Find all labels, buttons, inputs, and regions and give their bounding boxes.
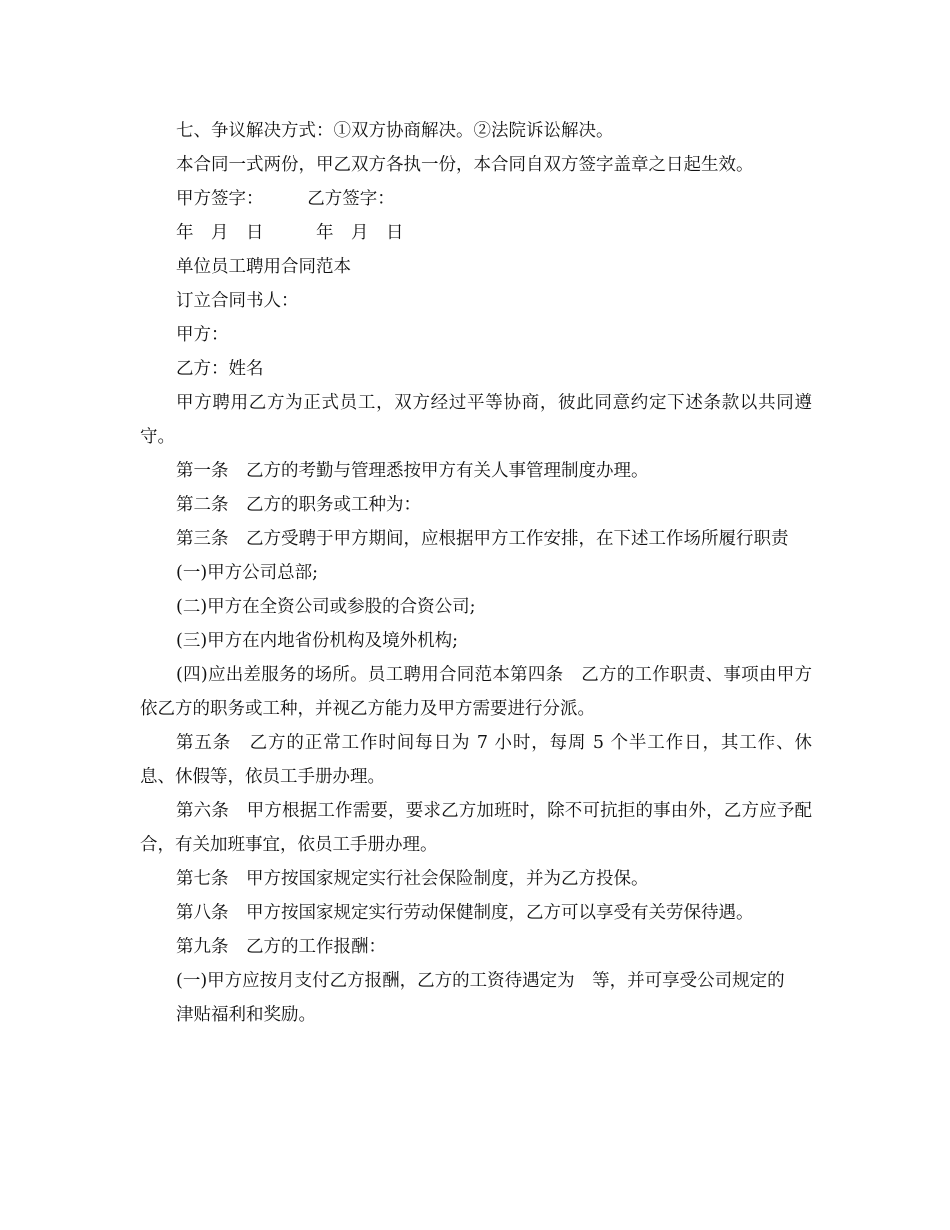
article-6: 第六条 甲方根据工作需要，要求乙方加班时，除不可抗拒的事由外，乙方应予配合，有关加班事宜，依员工手册办理。 [140, 801, 812, 855]
article-2: 第二条 乙方的职务或工种为： [176, 495, 421, 515]
document-body [140, 114, 812, 1032]
party-b-label: 乙方：姓名 [176, 359, 264, 379]
article-3-item-4-and-article-4: (四)应出差服务的场所。员工聘用合同范本第四条 乙方的工作职责、事项由甲方依乙方的职务或工种，并视乙方能力及甲方需要进行分派。 [140, 665, 812, 719]
article-9: 第九条 乙方的工作报酬： [176, 937, 386, 957]
party-a-label: 甲方： [176, 325, 229, 345]
article-9-item-1: (一)甲方应按月支付乙方报酬，乙方的工资待遇定为 等，并可享受公司规定的 [176, 971, 785, 991]
contracting-parties-label: 订立合同书人： [176, 291, 299, 311]
article-3-item-3: (三)甲方在内地省份机构及境外机构; [176, 631, 459, 651]
signature-line: 甲方签字： 乙方签字： [176, 189, 395, 209]
article-8: 第八条 甲方按国家规定实行劳动保健制度，乙方可以享受有关劳保待遇。 [176, 903, 754, 923]
preamble: 甲方聘用乙方为正式员工，双方经过平等协商，彼此同意约定下述条款以共同遵守。 [140, 393, 812, 447]
article-9-item-1-continued: 津贴福利和奖励。 [176, 1005, 316, 1025]
article-3: 第三条 乙方受聘于甲方期间，应根据甲方工作安排，在下述工作场所履行职责 [176, 529, 789, 549]
article-3-item-1: (一)甲方公司总部; [176, 563, 319, 583]
article-5: 第五条 乙方的正常工作时间每日为 7 小时，每周 5 个半工作日，其工作、休息、休假等，依员工手册办理。 [140, 733, 812, 787]
contract-title: 单位员工聘用合同范本 [176, 257, 351, 277]
article-3-item-2: (二)甲方在全资公司或参股的合资公司; [176, 597, 476, 617]
article-7: 第七条 甲方按国家规定实行社会保险制度，并为乙方投保。 [176, 869, 649, 889]
date-line: 年 月 日 年 月 日 [176, 223, 404, 243]
article-1: 第一条 乙方的考勤与管理悉按甲方有关人事管理制度办理。 [176, 461, 649, 481]
clause-dispute-resolution: 七、争议解决方式：①双方协商解决。②法院诉讼解决。 [176, 121, 614, 141]
contract-copies-clause: 本合同一式两份，甲乙双方各执一份，本合同自双方签字盖章之日起生效。 [176, 155, 754, 175]
